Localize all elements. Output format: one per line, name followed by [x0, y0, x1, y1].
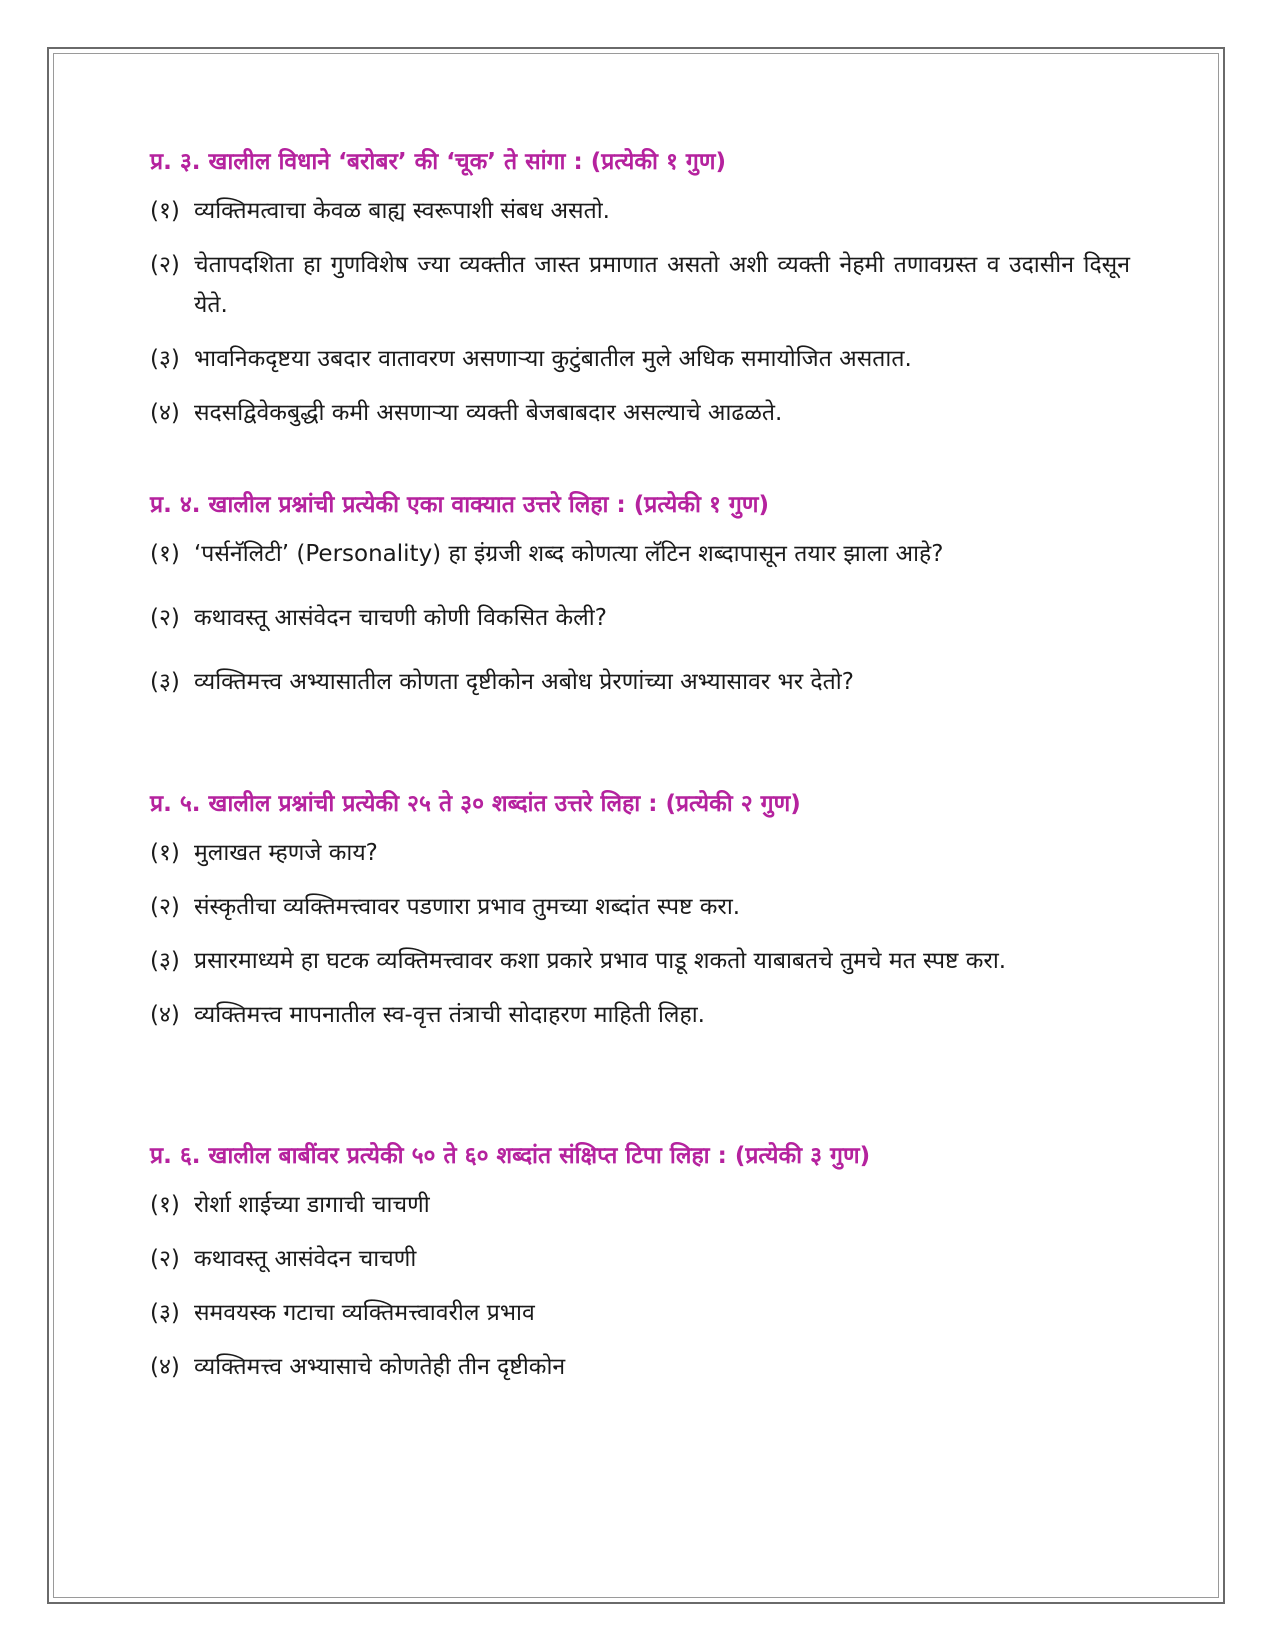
- question-number: (२): [150, 605, 180, 631]
- question-number: (३): [150, 948, 180, 974]
- question-text: व्यक्तिमत्त्व अभ्यासाचे कोणतेही तीन दृष्टीकोन: [194, 1354, 566, 1380]
- question-item: [150, 393, 1130, 433]
- question-text: सदसद्विवेकबुद्धी कमी असणाऱ्या व्यक्ती बेजबाबदार असल्याचे आढळते.: [194, 400, 783, 426]
- question-item: [150, 662, 1130, 702]
- question-item: [150, 941, 1130, 981]
- question-text: भावनिकदृष्टया उबदार वातावरण असणाऱ्या कुटुंबातील मुले अधिक समायोजित असतात.: [194, 346, 912, 372]
- question-number: (३): [150, 669, 180, 695]
- question-text: समवयस्क गटाचा व्यक्तिमत्त्वावरील प्रभाव: [194, 1300, 535, 1326]
- section-q4: [150, 490, 1130, 702]
- section-heading: प्र. ३. खालील विधाने ‘बरोबर’ की ‘चूक’ ते सांगा : (प्रत्येकी १ गुण): [150, 149, 727, 175]
- question-text: चेतापदशिता हा गुणविशेष ज्या व्यक्तीत जास्त प्रमाणात असतो अशी व्यक्ती नेहमी तणावग्रस्त व उदासीन दिसून येते.: [194, 252, 1130, 318]
- section-q5: [150, 789, 1130, 1035]
- question-item: [150, 191, 1130, 231]
- question-number: (२): [150, 1246, 180, 1272]
- question-number: (२): [150, 252, 180, 278]
- question-item: [150, 833, 1130, 873]
- section-heading: प्र. ५. खालील प्रश्नांची प्रत्येकी २५ ते ३० शब्दांत उत्तरे लिहा : (प्रत्येकी २ गुण): [150, 791, 801, 817]
- question-item: [150, 245, 1130, 325]
- question-number: (१): [150, 1192, 180, 1218]
- section-heading: प्र. ६. खालील बाबींवर प्रत्येकी ५० ते ६० शब्दांत संक्षिप्त टिपा लिहा : (प्रत्येकी ३ गुण): [150, 1143, 871, 1169]
- question-item: [150, 1239, 1130, 1279]
- section-q3: [150, 147, 1130, 433]
- section-q6: [150, 1141, 1130, 1387]
- question-number: (४): [150, 400, 180, 426]
- question-item: [150, 598, 1130, 638]
- question-text: प्रसारमाध्यमे हा घटक व्यक्तिमत्त्वावर कशा प्रकारे प्रभाव पाडू शकतो याबाबतचे तुमचे मत स्पष्ट करा.: [194, 948, 1007, 974]
- question-item: [150, 1293, 1130, 1333]
- question-text: ‘पर्सनॅलिटी’ (Personality) हा इंग्रजी शब्द कोणत्या लॅटिन शब्दापासून तयार झाला आहे?: [194, 541, 944, 567]
- question-text: व्यक्तिमत्त्व मापनातील स्व-वृत्त तंत्राची सोदाहरण माहिती लिहा.: [194, 1002, 705, 1028]
- question-item: [150, 887, 1130, 927]
- question-number: (१): [150, 541, 180, 567]
- question-number: (२): [150, 894, 180, 920]
- question-number: (३): [150, 1300, 180, 1326]
- question-number: (४): [150, 1002, 180, 1028]
- section-heading: प्र. ४. खालील प्रश्नांची प्रत्येकी एका वाक्यात उत्तरे लिहा : (प्रत्येकी १ गुण): [150, 492, 770, 518]
- question-text: कथावस्तू आसंवेदन चाचणी: [194, 1246, 417, 1272]
- question-number: (४): [150, 1354, 180, 1380]
- question-item: [150, 1347, 1130, 1387]
- question-number: (१): [150, 840, 180, 866]
- question-text: कथावस्तू आसंवेदन चाचणी कोणी विकसित केली?: [194, 605, 607, 631]
- question-text: संस्कृतीचा व्यक्तिमत्त्वावर पडणारा प्रभाव तुमच्या शब्दांत स्पष्ट करा.: [194, 894, 741, 920]
- question-text: रोर्शा शाईच्या डागाची चाचणी: [194, 1192, 430, 1218]
- question-text: व्यक्तिमत्त्व अभ्यासातील कोणता दृष्टीकोन अबोध प्रेरणांच्या अभ्यासावर भर देतो?: [194, 669, 854, 695]
- question-item: [150, 995, 1130, 1035]
- question-item: [150, 1185, 1130, 1225]
- question-text: मुलाखत म्हणजे काय?: [194, 840, 378, 866]
- question-item: [150, 339, 1130, 379]
- question-number: (३): [150, 346, 180, 372]
- question-number: (१): [150, 198, 180, 224]
- question-text: व्यक्तिमत्वाचा केवळ बाह्य स्वरूपाशी संबध असतो.: [194, 198, 610, 224]
- question-item: [150, 534, 1130, 574]
